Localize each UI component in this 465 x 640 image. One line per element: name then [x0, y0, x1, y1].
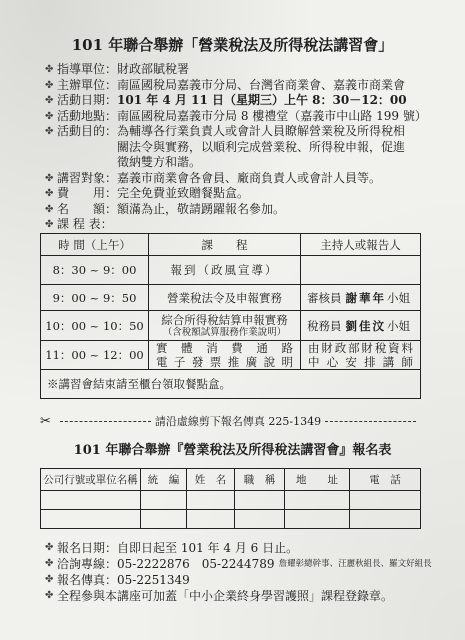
- form-header-address: 地 址: [285, 469, 350, 491]
- form-header-phone: 電 話: [350, 469, 421, 491]
- contact-phones: 05-2222876 05-2244789: [117, 557, 275, 571]
- schedule-time-cell: 8：30 ~ 9：00: [41, 256, 149, 285]
- schedule-course-cell: 報到（政風宣導）: [149, 256, 301, 285]
- flower-bullet-icon: ✤: [45, 203, 54, 215]
- schedule-row: [41, 311, 421, 341]
- presenter-name: 謝華年: [345, 290, 386, 305]
- schedule-course-cell: [149, 341, 301, 370]
- presenter-title: 稅務員: [307, 318, 342, 333]
- form-blank-row: [41, 491, 421, 510]
- form-header-row: [41, 469, 421, 491]
- flower-bullet-icon: ✤: [45, 95, 54, 106]
- flower-bullet-icon: ✤: [45, 188, 54, 199]
- scissors-icon: ✂: [40, 413, 51, 429]
- info-label: 費 用：: [57, 186, 118, 200]
- info-label: 主辦單位：: [57, 77, 118, 92]
- info-item: [45, 108, 427, 125]
- footer-item: [45, 556, 432, 572]
- footer-label: 報名傳真：: [57, 573, 118, 587]
- footer-label: 洽詢專線：: [57, 557, 118, 571]
- cut-line: [40, 413, 420, 429]
- footer-item: [45, 572, 425, 588]
- learning-passport-note: 全程參與本講座可加蓋「中小企業終身學習護照」課程登錄章。: [57, 589, 394, 603]
- info-item: [45, 124, 420, 171]
- form-blank-cell: [41, 510, 141, 529]
- presenter-line: 由財政部財稅資料: [308, 341, 413, 355]
- form-blank-cell: [350, 510, 421, 529]
- info-value: 財政部賦稅署: [117, 62, 190, 76]
- form-blank-cell: [141, 510, 187, 529]
- flower-bullet-icon: ✤: [45, 590, 54, 601]
- info-label: 活動日期：: [57, 93, 118, 107]
- dashed-line: [325, 421, 416, 422]
- form-header-job-title: 職 稱: [235, 469, 285, 491]
- schedule-header-course: 課 程: [149, 234, 301, 256]
- info-label: 名 額：: [57, 201, 118, 216]
- footer-label: 報名日期：: [57, 541, 118, 555]
- presenter-title: 審核員: [307, 290, 342, 305]
- schedule-time-cell: 11：00 ~ 12：00: [41, 341, 149, 370]
- info-value: 嘉義市商業會各會員、廠商負責人或會計人員等。: [117, 170, 382, 185]
- course-note: （含稅額試算服務作業說明）: [162, 326, 287, 338]
- flower-bullet-icon: ✤: [45, 79, 54, 91]
- form-blank-cell: [235, 510, 285, 529]
- info-value: 額滿為止，敬請踴躍報名參加。: [117, 201, 286, 216]
- info-value: 南區國稅局嘉義市分局、台灣省商業會、嘉義市商業會: [117, 77, 406, 92]
- form-blank-cell: [187, 491, 235, 510]
- flower-bullet-icon: ✤: [45, 219, 54, 230]
- registration-form-title: 101 年聯合舉辦『營業稅法及所得稅法講習會』報名表: [73, 443, 392, 458]
- schedule-header-presenter: 主持人或報告人: [301, 234, 421, 256]
- form-blank-cell: [285, 491, 350, 510]
- flower-bullet-icon: ✤: [45, 126, 54, 137]
- info-item: [45, 62, 420, 78]
- info-label: 課 程 表：: [57, 217, 113, 231]
- event-info-list: [45, 62, 427, 233]
- schedule-row: [41, 341, 421, 370]
- form-header-name: 姓 名: [187, 469, 235, 491]
- event-date: 101 年 4 月 11 日（星期三）上午 8：30－12：00: [117, 93, 407, 107]
- presenter-line: 中心安排講師: [308, 355, 413, 369]
- form-header-tax-id: 統 編: [141, 469, 187, 491]
- page-title: 101 年聯合舉辦「營業稅法及所得稅法講習會」: [71, 36, 394, 54]
- flower-bullet-icon: ✤: [45, 574, 54, 585]
- course-line: 電子發票推廣說明: [156, 355, 293, 369]
- schedule-presenter-cell: [301, 256, 421, 285]
- flower-bullet-icon: ✤: [45, 558, 54, 569]
- dashed-line: [60, 421, 151, 422]
- schedule-row: [41, 256, 421, 285]
- presenter-name: 劉佳汶: [345, 318, 386, 333]
- course-title: 綜合所得稅結算申報實務: [161, 312, 288, 327]
- cut-line-text: 請沿虛線剪下報名傳真 225-1349: [154, 415, 322, 428]
- form-blank-cell: [285, 510, 350, 529]
- schedule-note: ※講習會結束請至櫃台領取餐點盒。: [41, 370, 421, 399]
- info-label: 活動目的：: [57, 124, 118, 138]
- registration-deadline: 自即日起至 101 年 4 月 6 日止。: [117, 541, 299, 555]
- schedule-presenter-cell: [301, 341, 421, 370]
- form-blank-cell: [41, 491, 141, 510]
- form-header-company: 公司行號或單位名稱: [41, 469, 141, 491]
- flower-bullet-icon: ✤: [45, 172, 54, 184]
- footer-item: [45, 540, 425, 556]
- schedule-note-row: [41, 370, 421, 399]
- info-label: 講習對象：: [57, 170, 118, 185]
- flower-bullet-icon: ✤: [45, 542, 54, 553]
- presenter-suffix: 小姐: [387, 318, 410, 333]
- flower-bullet-icon: ✤: [45, 64, 54, 75]
- schedule-table: [40, 233, 421, 399]
- course-line: 實體消費通路: [156, 341, 293, 355]
- info-item: [45, 93, 420, 109]
- event-purpose: 為輔導各行業負責人或會計人員瞭解營業稅及所得稅相關法令與實務，以順利完成營業稅、所得稅申報，促進徵納雙方和諧。: [117, 124, 406, 169]
- info-item: [45, 186, 420, 202]
- presenter-suffix: 小姐: [387, 290, 410, 305]
- schedule-presenter-cell: [301, 311, 421, 341]
- schedule-header-time: 時 間（上午）: [41, 234, 149, 256]
- form-blank-cell: [350, 491, 421, 510]
- form-blank-row: [41, 510, 421, 529]
- schedule-presenter-cell: [301, 285, 421, 311]
- info-label: 活動地點：: [57, 108, 118, 123]
- info-item: [45, 202, 420, 218]
- schedule-course-cell: 營業稅法令及申報實務: [149, 285, 301, 311]
- contact-persons: 詹耀彰總幹事、汪麗秋組長、羅文好組長: [278, 559, 432, 569]
- schedule-time-cell: 10：00 ~ 10：50: [41, 311, 149, 341]
- info-item: [45, 217, 420, 233]
- form-blank-cell: [141, 491, 187, 510]
- registration-form-table: [40, 468, 421, 529]
- info-label: 指導單位：: [57, 62, 118, 76]
- form-blank-cell: [187, 510, 235, 529]
- event-location: 南區國稅局嘉義市分局 8 樓禮堂（嘉義市中山路 199 號）: [117, 108, 427, 123]
- info-item: [45, 171, 420, 187]
- form-blank-cell: [235, 491, 285, 510]
- info-value: 完全免費並致贈餐點盒。: [117, 186, 250, 200]
- registration-info-list: [45, 540, 432, 604]
- footer-item: [45, 588, 425, 604]
- schedule-row: [41, 285, 421, 311]
- flower-bullet-icon: ✤: [45, 110, 54, 122]
- fax-number: 05-2251349: [117, 573, 190, 587]
- schedule-time-cell: 9：00 ~ 9：50: [41, 285, 149, 311]
- schedule-course-cell: [149, 311, 301, 341]
- info-item: [45, 78, 420, 94]
- schedule-header-row: [41, 234, 421, 256]
